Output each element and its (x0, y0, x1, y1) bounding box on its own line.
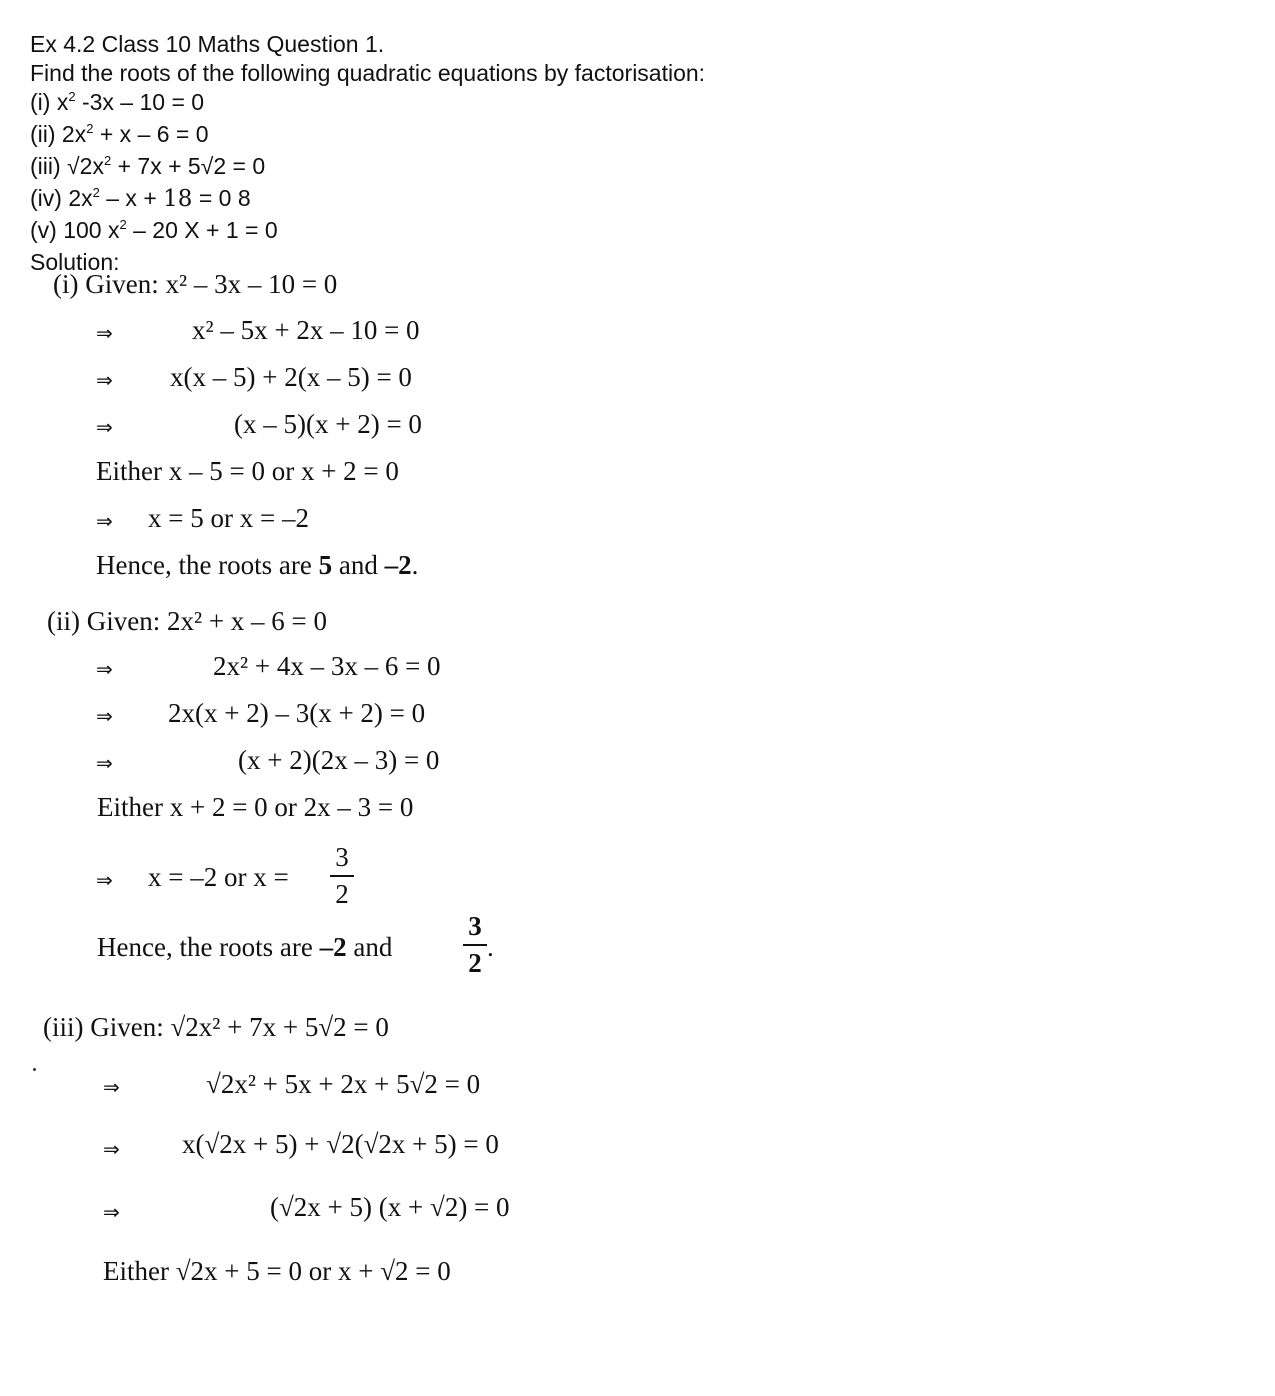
part2-step1: 2x² + 4x – 3x – 6 = 0 (213, 651, 441, 681)
question-item-iv (30, 184, 705, 216)
implies-arrow: ⇒ (96, 657, 113, 681)
item-exponent: 2 (119, 217, 127, 232)
part1-step1: x² – 5x + 2x – 10 = 0 (192, 315, 420, 345)
part2-either: Either x + 2 = 0 or 2x – 3 = 0 (97, 792, 414, 822)
part2-conclusion (97, 932, 392, 962)
part3-step1: √2x² + 5x + 2x + 5√2 = 0 (206, 1069, 481, 1099)
part2-result: x = –2 or x = (148, 862, 289, 892)
question-title: Ex 4.2 Class 10 Maths Question 1. (30, 31, 385, 57)
conclusion-period: . (487, 932, 494, 962)
fraction-denominator: 2 (335, 879, 349, 909)
part2-given: (ii) Given: 2x² + x – 6 = 0 (47, 606, 328, 636)
part1-given: (i) Given: x² – 3x – 10 = 0 (53, 269, 338, 299)
question-item-ii (30, 120, 705, 152)
part1-either: Either x – 5 = 0 or x + 2 = 0 (96, 456, 399, 486)
implies-arrow: ⇒ (103, 1200, 120, 1224)
fraction-bar (463, 944, 487, 946)
conclusion-text: and (346, 932, 393, 962)
item-text: (v) 100 x (30, 217, 120, 243)
item-exponent: 2 (68, 89, 76, 104)
implies-arrow: ⇒ (96, 751, 113, 775)
item-text: 18 (163, 186, 193, 212)
implies-arrow: ⇒ (96, 704, 113, 728)
item-text: (iv) 2x (30, 185, 93, 211)
question-prompt: Find the roots of the following quadratic equations by factorisation: (30, 60, 706, 86)
implies-arrow: ⇒ (96, 368, 113, 392)
item-text: = 0 8 (192, 185, 251, 211)
item-text: – 20 X + 1 = 0 (126, 217, 278, 243)
root-value: –2 (319, 932, 347, 962)
item-text: (ii) 2x (30, 121, 87, 147)
conclusion-text: and (332, 550, 385, 580)
question-item-i (30, 88, 705, 120)
implies-arrow: ⇒ (96, 321, 113, 345)
part3-step2: x(√2x + 5) + √2(√2x + 5) = 0 (182, 1129, 499, 1159)
part3-either: Either √2x + 5 = 0 or x + √2 = 0 (103, 1256, 451, 1286)
implies-arrow: ⇒ (103, 1137, 120, 1161)
implies-arrow: ⇒ (96, 509, 113, 533)
fraction-denominator: 2 (468, 948, 482, 978)
fraction-numerator: 3 (335, 842, 349, 872)
item-text: + x – 6 = 0 (93, 121, 209, 147)
item-text: -3x – 10 = 0 (75, 89, 205, 115)
implies-arrow: ⇒ (96, 868, 113, 892)
stray-dot (33, 1068, 36, 1071)
conclusion-text: . (411, 550, 419, 580)
part1-step2: x(x – 5) + 2(x – 5) = 0 (170, 362, 412, 392)
item-exponent: 2 (103, 153, 112, 168)
fraction-three-halves-bold (463, 911, 487, 979)
question-item-iii (30, 152, 705, 184)
part3-step3: (√2x + 5) (x + √2) = 0 (270, 1192, 510, 1222)
conclusion-text: Hence, the roots are (96, 550, 319, 580)
root-value: 5 (318, 550, 333, 580)
conclusion-text: Hence, the roots are (97, 932, 320, 962)
part1-step3: (x – 5)(x + 2) = 0 (234, 409, 422, 439)
item-exponent: 2 (86, 121, 94, 136)
part3-given: (iii) Given: √2x² + 7x + 5√2 = 0 (43, 1012, 389, 1042)
part1-conclusion (96, 550, 418, 580)
question-block (30, 30, 705, 277)
part2-step3: (x + 2)(2x – 3) = 0 (238, 745, 440, 775)
question-item-v (30, 216, 705, 248)
part1-result: x = 5 or x = –2 (148, 503, 309, 533)
implies-arrow: ⇒ (103, 1075, 120, 1099)
fraction-numerator: 3 (468, 911, 482, 941)
fraction-bar (330, 875, 354, 877)
solution-label: Solution: (30, 249, 120, 275)
item-text: + 7x + 5√2 = 0 (111, 153, 266, 179)
implies-arrow: ⇒ (96, 415, 113, 439)
item-text: (i) x (30, 89, 69, 115)
item-exponent: 2 (92, 185, 100, 200)
item-text: – x + (99, 185, 164, 211)
item-text: (iii) √2x (30, 153, 104, 179)
root-value: –2 (384, 550, 412, 580)
fraction-three-halves (330, 842, 354, 910)
part2-step2: 2x(x + 2) – 3(x + 2) = 0 (168, 698, 426, 728)
